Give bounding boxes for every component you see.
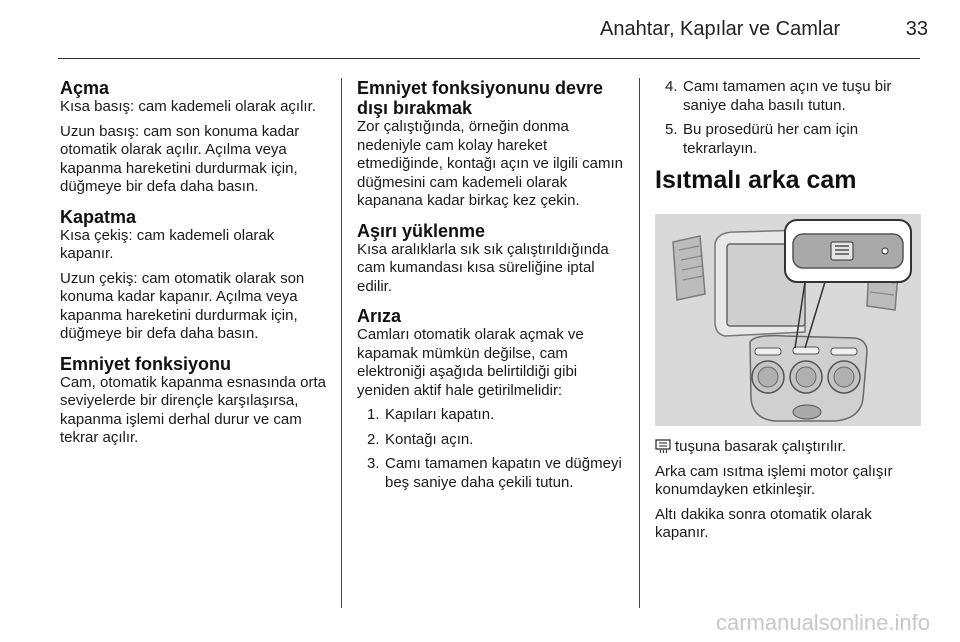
step-number: 2.	[367, 430, 380, 448]
step-text: Camı tamamen kapatın ve düğmeyi beş saniye daha çekili tutun.	[385, 455, 622, 491]
section-kapatma	[60, 207, 328, 344]
heading-asiri: Aşırı yüklenme	[357, 220, 486, 241]
rear-defrost-icon	[655, 439, 671, 453]
step-number: 1.	[367, 406, 380, 423]
list-item	[357, 406, 627, 425]
column-2	[357, 78, 627, 502]
heading-isitmali-arka-cam: Isıtmalı arka cam	[655, 166, 857, 194]
list-item	[655, 78, 923, 115]
heading-devre-disi: Emniyet fonksiyonunu devre dışı bırakmak	[357, 78, 604, 118]
heading-acma: Açma	[60, 78, 110, 98]
list-item	[655, 121, 923, 158]
paragraph: Camları otomatik olarak açmak ve kapamak mümkün değilse, cam elektroniği aşağıda belirtildiği gibi yeniden aktif hale getirilmelidir:	[357, 326, 584, 399]
paragraph: Kısa çekiş: cam kademeli olarak kapanır.	[60, 226, 275, 262]
heading-kapatma: Kapatma	[60, 206, 137, 227]
paragraph: Altı dakika sonra otomatik olarak kapanır.	[655, 505, 872, 541]
steps-list	[357, 406, 627, 492]
watermark: carmanualsonline.info	[715, 610, 930, 635]
heading-emniyet: Emniyet fonksiyonu	[60, 353, 232, 374]
paragraph: Uzun basış: cam son konuma kadar otomatik olarak açılır. Açılma veya kapanma hareketini durdurmak için, düğmeye bir defa daha basın.	[60, 122, 300, 195]
list-item	[357, 431, 627, 450]
paragraph: Zor çalıştığında, örneğin donma nedeniyle cam kolay hareket etmediğinde, kontağı açın ve ilgili camın düğmesini cam kademeli olarak kapanana kadar birkaç kez çekin.	[357, 118, 623, 209]
step-text: Kontağı açın.	[385, 430, 474, 448]
column-divider-1	[341, 78, 342, 608]
step-number: 3.	[367, 455, 380, 472]
header-rule	[58, 58, 920, 59]
step-text: Camı tamamen açın ve tuşu bir saniye daha basılı tutun.	[683, 78, 892, 114]
section-emniyet	[60, 354, 328, 448]
section-asiri	[357, 221, 627, 297]
heated-instruction: tuşuna basarak çalıştırılır.	[675, 438, 846, 455]
step-number: 4.	[665, 78, 678, 95]
paragraph: Kısa aralıklarla sık sık çalıştırıldığında cam kumandası kısa süreliğine iptal edilir.	[357, 240, 609, 295]
column-1	[60, 78, 328, 458]
list-item	[357, 455, 627, 492]
column-divider-2	[639, 78, 640, 608]
heading-ariza: Arıza	[357, 306, 402, 326]
section-devre-disi	[357, 78, 627, 211]
page-number: 33	[905, 18, 928, 40]
column-3	[655, 78, 923, 549]
paragraph: Cam, otomatik kapanma esnasında orta seviyelerde bir dirençle karşılaşırsa, kapanma işlemi derhal durur ve cam tekrar açılır.	[60, 373, 326, 446]
step-number: 5.	[665, 121, 678, 138]
section-acma	[60, 78, 328, 197]
step-text: Bu prosedürü her cam için tekrarlayın.	[683, 121, 859, 157]
step-text: Kapıları kapatın.	[385, 406, 495, 423]
paragraph	[655, 438, 923, 457]
dashboard-illustration	[655, 214, 921, 426]
paragraph: Arka cam ısıtma işlemi motor çalışır konumdayken etkinleşir.	[655, 462, 893, 498]
paragraph: Uzun çekiş: cam otomatik olarak son konuma kadar kapanır. Açılma veya kapanma hareketini durdurmak için, düğmeye bir defa daha basın.	[60, 269, 305, 342]
header-title: Anahtar, Kapılar ve Camlar	[600, 18, 841, 40]
steps-list	[655, 78, 923, 158]
section-ariza	[357, 306, 627, 492]
paragraph: Kısa basış: cam kademeli olarak açılır.	[60, 98, 316, 115]
